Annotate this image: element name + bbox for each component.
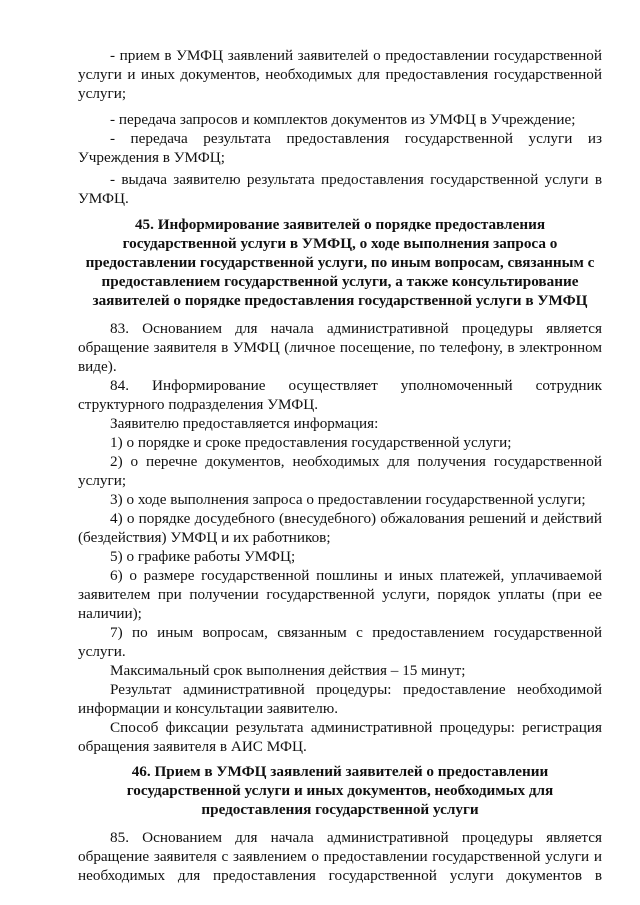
list-item: 7) по иным вопросам, связанным с предоставлением государственной: [110, 624, 602, 641]
list-item: 5) о графике работы УМФЦ;: [110, 548, 296, 565]
list-item-continuation: наличии);: [78, 605, 142, 622]
paragraph-line: Максимальный срок выполнения действия – 15 минут;: [110, 662, 466, 679]
list-item: - передача запросов и комплектов документов из УМФЦ в Учреждение;: [110, 111, 576, 128]
paragraph-line: виде).: [78, 358, 117, 375]
list-item-continuation: услуги и иных документов, необходимых для предоставления государственной: [78, 66, 602, 83]
paragraph-line: 84. Информирование осуществляет уполномоченный сотрудник: [110, 377, 602, 394]
paragraph-line: структурного подразделения УМФЦ.: [78, 396, 319, 413]
paragraph-line: 83. Основанием для начала административной процедуры является: [110, 320, 602, 337]
heading-line: предоставлении государственной услуги, по иным вопросам, связанным с: [85, 254, 595, 271]
paragraph-line: Результат административной процедуры: предоставление необходимой: [110, 681, 602, 698]
list-item: 6) о размере государственной пошлины и иных платежей, уплачиваемой: [110, 567, 602, 584]
list-item-continuation: услуги;: [78, 85, 127, 102]
list-item-continuation: Учреждения в УМФЦ;: [78, 149, 225, 166]
heading-line: предоставлением государственной услуги, а также консультирование: [101, 273, 579, 290]
heading-line: 45. Информирование заявителей о порядке предоставления: [134, 216, 546, 233]
heading-line: 46. Прием в УМФЦ заявлений заявителей о предоставлении: [131, 763, 549, 780]
paragraph-line: обращения заявителя в АИС МФЦ.: [78, 738, 307, 755]
paragraph-line: информации и консультации заявителю.: [78, 700, 338, 717]
paragraph-line: необходимых для предоставления государственной услуги документов в: [78, 867, 602, 884]
heading-line: заявителей о порядке предоставления государственной услуги в УМФЦ: [92, 292, 588, 309]
list-item: - выдача заявителю результата предоставления государственной услуги в: [110, 171, 602, 188]
list-item: 4) о порядке досудебного (внесудебного) обжалования решений и действий: [110, 510, 602, 527]
list-item: 3) о ходе выполнения запроса о предоставлении государственной услуги;: [110, 491, 586, 508]
list-item-continuation: (бездействия) УМФЦ и их работников;: [78, 529, 331, 546]
paragraph-line: Способ фиксации результата административной процедуры: регистрация: [110, 719, 602, 736]
paragraph-line: обращение заявителя с заявлением о предоставлении государственной услуги и: [78, 848, 602, 865]
heading-line: государственной услуги в УМФЦ, о ходе выполнения запроса о: [122, 235, 558, 252]
list-item: 1) о порядке и сроке предоставления государственной услуги;: [110, 434, 512, 451]
list-item-continuation: услуги;: [78, 472, 127, 489]
list-item: - передача результата предоставления государственной услуги из: [110, 130, 602, 147]
list-item-continuation: услуги.: [78, 643, 126, 660]
heading-line: предоставления государственной услуги: [201, 801, 479, 818]
paragraph-line: Заявителю предоставляется информация:: [110, 415, 379, 432]
list-item-continuation: заявителем при получении государственной услуги, порядок уплаты (при ее: [78, 586, 602, 603]
list-item-continuation: УМФЦ.: [78, 190, 129, 207]
paragraph-line: обращение заявителя в УМФЦ (личное посещение, по телефону, в электронном: [78, 339, 602, 356]
heading-line: государственной услуги и иных документов, необходимых для: [126, 782, 554, 799]
list-item: - прием в УМФЦ заявлений заявителей о предоставлении государственной: [110, 47, 602, 64]
paragraph-line: 85. Основанием для начала административной процедуры является: [110, 829, 602, 846]
list-item: 2) о перечне документов, необходимых для получения государственной: [110, 453, 602, 470]
